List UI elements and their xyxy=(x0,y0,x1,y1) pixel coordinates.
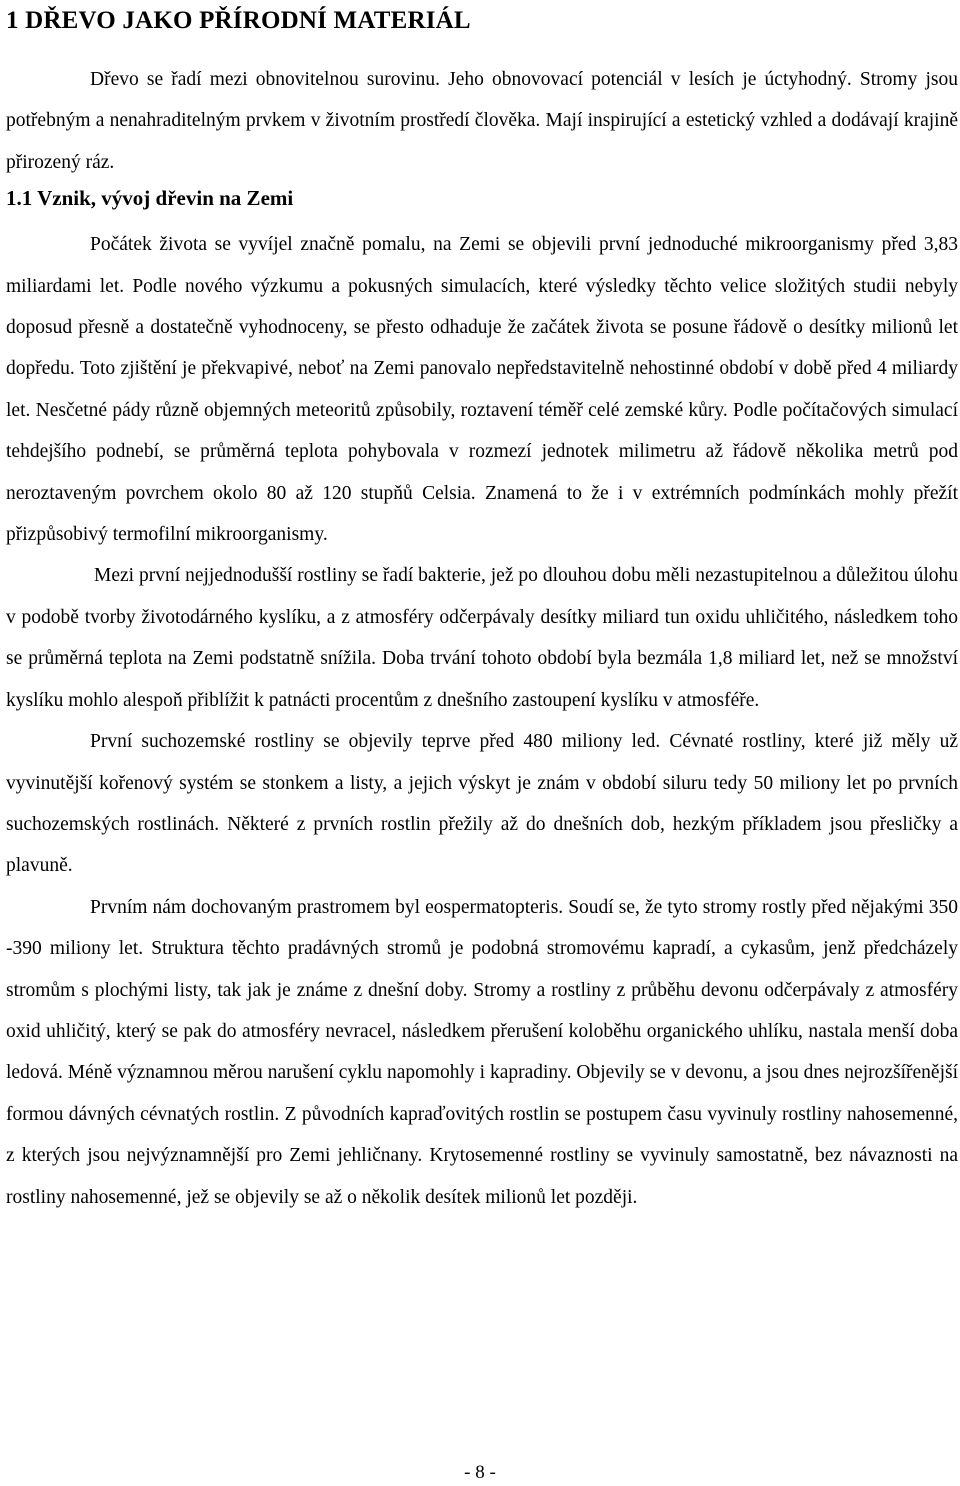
paragraph-bacteria: Mezi první nejjednodušší rostliny se řadí bakterie, jež po dlouhou dobu měli nezastupitelnou a důležitou úlohu v podobě tvorby životodárného kyslíku, a z atmosféry odčerpávaly desítky miliard tun oxidu uhličitého, následkem toho se průměrná teplota na Zemi podstatně snížila. Doba trvání tohoto období byla bezmála 1,8 miliard let, než se množství kyslíku mohlo alespoň přiblížit k patnácti procentům z dnešního zastoupení kyslíku v atmosféře. xyxy=(6,565,958,711)
intro-paragraph: Dřevo se řadí mezi obnovitelnou surovinu. Jeho obnovovací potenciál v lesích je úctyhodný. Stromy jsou potřebným a nenahraditelným prvkem v životním prostředí člověka. Mají inspirující a estetický vzhled a dodávají krajině přirozený ráz. xyxy=(6,69,958,173)
section-title: 1.1 Vznik, vývoj dřevin na Zemi xyxy=(6,186,294,211)
page-number: - 8 - xyxy=(464,1462,496,1483)
chapter-title: 1 DŘEVO JAKO PŘÍRODNÍ MATERIÁL xyxy=(6,7,471,34)
paragraph-origin-of-life: Počátek života se vyvíjel značně pomalu, na Zemi se objevili první jednoduché mikroorganismy před 3,83 miliardami let. Podle nového výzkumu a pokusných simulacích, které výsledky těchto velice složitých studii nebyly doposud přesně a dostatečně vyhodnoceny, se přesto odhaduje že začátek života se posune řádově o desítky milionů let dopředu. Toto zjištění je překvapivé, neboť na Zemi panovalo nepředstavitelně nehostinné období v době před 4 miliardy let. Nesčetné pády různě objemných meteoritů způsobily, roztavení téměř celé zemské kůry. Podle počítačových simulací tehdejšího podnebí, se průměrná teplota pohybovala v rozmezí jednotek milimetru až řádově několika metrů pod neroztaveným povrchem okolo 80 až 120 stupňů Celsia. Znamená to že i v extrémních podmínkách mohly přežít přizpůsobivý termofilní mikroorganismy. xyxy=(6,234,958,546)
paragraph-first-trees: Prvním nám dochovaným prastromem byl eospermatopteris. Soudí se, že tyto stromy rostly před nějakými 350 -390 miliony let. Struktura těchto pradávných stromů je podobná stromovému kapradí, a cykasům, jenž předcházely stromům s plochými listy, tak jak je známe z dnešní doby. Stromy a rostliny z průběhu devonu odčerpávaly z atmosféry oxid uhličitý, který se pak do atmosféry nevracel, následkem přerušení koloběhu organického uhlíku, nastala menší doba ledová. Méně významnou měrou narušení cyklu napomohly i kapradiny. Objevily se v devonu, a jsou dnes nejrozšířenější formou dávných cévnatých rostlin. Z původních kapraďovitých rostlin se postupem času vyvinuly rostliny nahosemenné, z kterých jsou nejvýznamnější pro Zemi jehličnany. Krytosemenné rostliny se vyvinuly samostatně, bez návaznosti na rostliny nahosemenné, jež se objevily se až o několik desítek milionů let později. xyxy=(6,896,958,1208)
paragraph-land-plants: První suchozemské rostliny se objevily teprve před 480 miliony led. Cévnaté rostliny, které již měly už vyvinutější kořenový systém se stonkem a listy, a jejich výskyt je znám v období siluru tedy 50 miliony let po prvních suchozemských rostlinách. Některé z prvních rostlin přežily až do dnešních dob, hezkým příkladem jsou přesličky a plavuně. xyxy=(6,731,958,877)
